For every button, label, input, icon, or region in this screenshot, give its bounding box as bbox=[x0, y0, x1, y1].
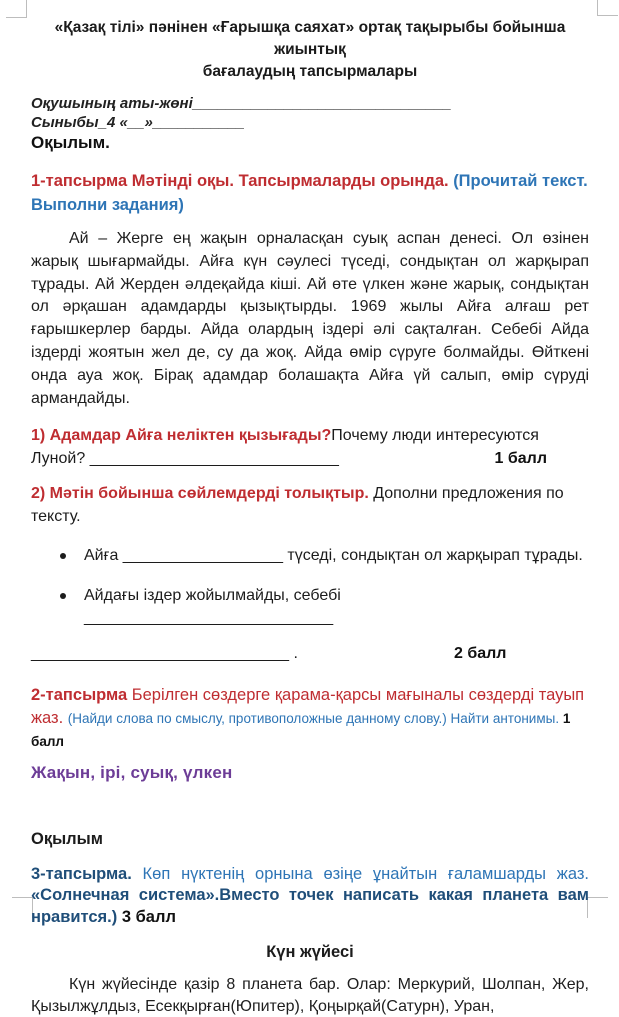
student-info bbox=[31, 94, 589, 153]
class-line: Сыныбы_4 «__»___________ bbox=[31, 114, 245, 131]
text-boundary-mark-top-right bbox=[597, 0, 618, 16]
task1-question2-heading bbox=[31, 483, 589, 528]
task2-heading-russian: (Найди слова по смыслу, противоположные данному слову.) Найти антонимы. bbox=[67, 710, 560, 726]
bullet2-continuation-line bbox=[31, 643, 589, 666]
question2-russian: Дополни предложения по тексту. bbox=[31, 485, 564, 525]
section-heading-reading-2: Оқылым bbox=[31, 829, 103, 848]
task1-question1 bbox=[31, 425, 589, 470]
task1-heading-russian: (Прочитай текст. Выполни задания) bbox=[31, 172, 588, 214]
student-name-line: Оқушының аты-жөні_______________________________ bbox=[31, 95, 452, 112]
question2-kazakh: 2) Мәтін бойынша сөйлемдерді толықтыр. bbox=[31, 485, 374, 503]
task1-heading bbox=[31, 169, 589, 217]
question1-russian-with-blank: Почему люди интересуются Луной? ____________________________ bbox=[31, 427, 539, 467]
task3-points: 3 балл bbox=[117, 907, 176, 926]
task3-heading-russian: «Солнечная система».Вместо точек написать какая планета вам нравится.) bbox=[31, 886, 589, 926]
task2-heading-kazakh: Берілген сөздерге қарама-қарсы мағыналы сөздерді тауып жаз. bbox=[31, 686, 585, 727]
bullet-item-1: Айға __________________ түседі, сондықтан ол жарқырап тұрады. bbox=[84, 545, 589, 568]
solar-system-subtitle: Күн жүйесі bbox=[266, 943, 354, 962]
section-heading-reading: Оқылым. bbox=[31, 133, 110, 152]
text-boundary-mark-bottom-left bbox=[12, 897, 33, 918]
text-boundary-mark-top-left bbox=[6, 0, 27, 18]
task3-number: 3-тапсырма. bbox=[31, 864, 132, 883]
question1-kazakh: 1) Адамдар Айға неліктен қызығады? bbox=[31, 427, 332, 445]
text-boundary-mark-bottom-right bbox=[587, 897, 608, 918]
task2-word-list: Жақын, ірі, суық, үлкен bbox=[31, 762, 233, 782]
question1-points: 1 балл bbox=[494, 449, 547, 467]
document-title-line2: бағалаудың тапсырмалары bbox=[202, 63, 418, 80]
document-content bbox=[31, 0, 589, 1017]
question2-points: 2 балл bbox=[454, 644, 507, 662]
task2-heading bbox=[31, 684, 589, 754]
task2-number: 2-тапсырма bbox=[31, 686, 128, 705]
task2-points: 1 балл bbox=[31, 710, 571, 750]
task3-heading-kazakh: Көп нүктенің орнына өзіңе ұнайтын ғаламшарды жаз. bbox=[131, 864, 589, 883]
document-title-line1: «Қазақ тілі» пәнінен «Ғарышқа саяхат» ортақ тақырыбы бойынша жиынтық bbox=[54, 19, 566, 58]
document-title bbox=[31, 17, 589, 83]
task1-question2-bullets bbox=[31, 545, 589, 630]
task3-reading-text: Күн жүйесінде қазір 8 планета бар. Олар: Меркурий, Шолпан, Жер, Қызылжұлдыз, Есекқырған(Юпитер), Қоңырқай(Сатурн), Уран, bbox=[31, 976, 589, 1015]
task1-reading-text: Ай – Жерге ең жақын орналасқан суық аспан денесі. Ол өзінен жарық шығармайды. Айға күн сәулесі түседі, сондықтан ол жарқырап тұрады. Ай Жерден әлдеқайда кіші. Ай өте үлкен және жарық, сондықтан ол әрқашан адамдарды қызықтырды. 1969 жылы Айға алғаш рет ғарышкерлер барды. Айда олардың іздері әлі сақталған. Себебі Айда іздерді жоятын жел де, су да жоқ. Айда өмір сүруге болмайды. Өйткені онда ауа жоқ. Бірақ адамдар болашақта Айға үй салып, өмір сүруді армандайды. bbox=[31, 230, 589, 407]
task1-heading-kazakh: 1-тапсырма Мәтінді оқы. Тапсырмаларды орында. bbox=[31, 172, 454, 190]
bullet-item-2: Айдағы іздер жойылмайды, себебі ____________________________ bbox=[84, 585, 589, 630]
task3-heading bbox=[31, 864, 589, 929]
answer-blank-line: _____________________________ . bbox=[31, 644, 298, 662]
